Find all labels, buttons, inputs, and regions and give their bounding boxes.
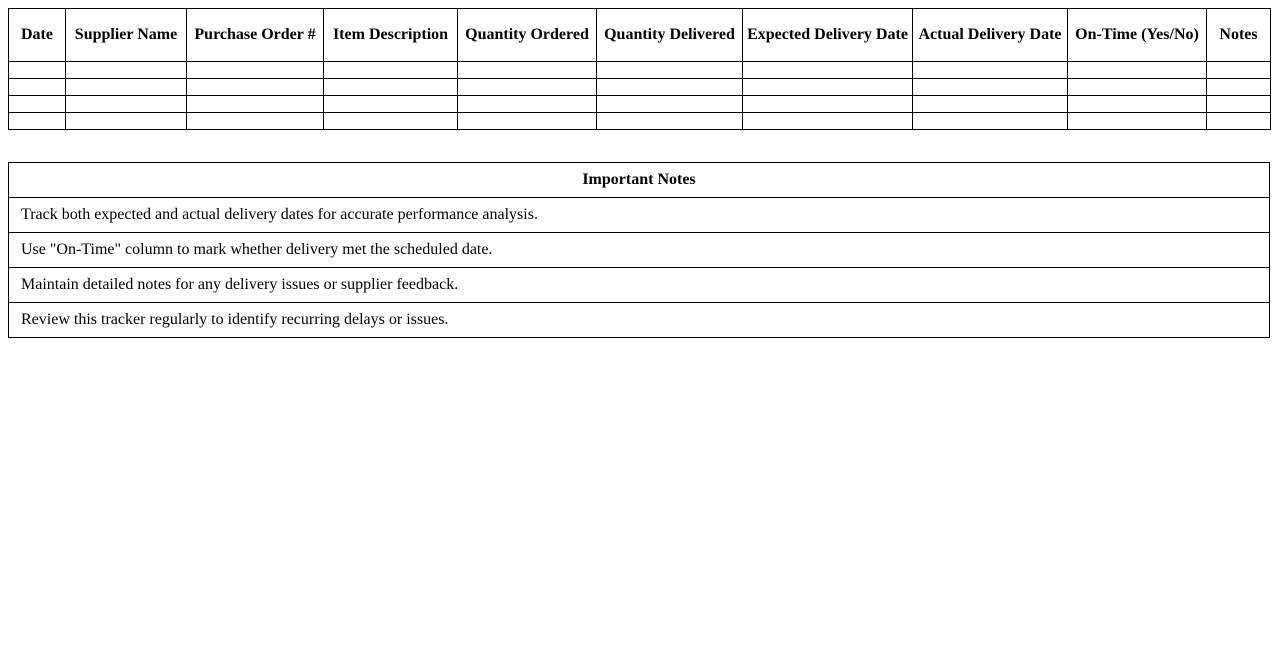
table-cell[interactable] bbox=[9, 113, 66, 130]
tracker-body bbox=[9, 62, 1271, 130]
table-cell[interactable] bbox=[743, 113, 913, 130]
table-cell[interactable] bbox=[913, 96, 1068, 113]
table-cell[interactable] bbox=[743, 96, 913, 113]
list-item bbox=[9, 198, 1270, 233]
column-header-item-description: Item Description bbox=[324, 9, 458, 62]
table-cell[interactable] bbox=[597, 96, 743, 113]
table-cell[interactable] bbox=[66, 96, 187, 113]
column-header-date: Date bbox=[9, 9, 66, 62]
table-cell[interactable] bbox=[743, 62, 913, 79]
table-row bbox=[9, 62, 1271, 79]
table-cell[interactable] bbox=[9, 62, 66, 79]
table-cell[interactable] bbox=[1068, 113, 1207, 130]
tracker-header-row bbox=[9, 9, 1271, 62]
table-cell[interactable] bbox=[913, 62, 1068, 79]
column-header-supplier-name: Supplier Name bbox=[66, 9, 187, 62]
table-cell[interactable] bbox=[913, 79, 1068, 96]
column-header-purchase-order: Purchase Order # bbox=[187, 9, 324, 62]
delivery-tracker-table bbox=[8, 8, 1271, 130]
table-cell[interactable] bbox=[1068, 62, 1207, 79]
table-cell[interactable] bbox=[187, 113, 324, 130]
table-cell[interactable] bbox=[324, 62, 458, 79]
table-cell[interactable] bbox=[458, 96, 597, 113]
notes-body bbox=[9, 198, 1270, 338]
table-cell[interactable] bbox=[324, 79, 458, 96]
list-item bbox=[9, 233, 1270, 268]
table-cell[interactable] bbox=[324, 113, 458, 130]
notes-header bbox=[9, 163, 1270, 198]
table-cell[interactable] bbox=[743, 79, 913, 96]
column-header-quantity-delivered: Quantity Delivered bbox=[597, 9, 743, 62]
table-row bbox=[9, 96, 1271, 113]
table-cell[interactable] bbox=[66, 79, 187, 96]
table-cell[interactable] bbox=[597, 113, 743, 130]
note-text: Maintain detailed notes for any delivery issues or supplier feedback. bbox=[9, 268, 1270, 303]
table-cell[interactable] bbox=[458, 113, 597, 130]
list-item bbox=[9, 303, 1270, 338]
table-cell[interactable] bbox=[1207, 96, 1271, 113]
tracker-header bbox=[9, 9, 1271, 62]
table-cell[interactable] bbox=[324, 96, 458, 113]
table-cell[interactable] bbox=[458, 79, 597, 96]
column-header-notes: Notes bbox=[1207, 9, 1271, 62]
table-cell[interactable] bbox=[1207, 113, 1271, 130]
important-notes-table bbox=[8, 162, 1270, 338]
notes-header-row bbox=[9, 163, 1270, 198]
table-cell[interactable] bbox=[1068, 96, 1207, 113]
table-cell[interactable] bbox=[597, 62, 743, 79]
table-cell[interactable] bbox=[187, 62, 324, 79]
table-cell[interactable] bbox=[458, 62, 597, 79]
table-cell[interactable] bbox=[1068, 79, 1207, 96]
table-cell[interactable] bbox=[1207, 62, 1271, 79]
table-cell[interactable] bbox=[597, 79, 743, 96]
table-cell[interactable] bbox=[187, 96, 324, 113]
table-cell[interactable] bbox=[66, 62, 187, 79]
table-cell[interactable] bbox=[66, 113, 187, 130]
table-cell[interactable] bbox=[913, 113, 1068, 130]
column-header-expected-delivery-date: Expected Delivery Date bbox=[743, 9, 913, 62]
table-cell[interactable] bbox=[9, 96, 66, 113]
note-text: Review this tracker regularly to identify recurring delays or issues. bbox=[9, 303, 1270, 338]
table-cell[interactable] bbox=[187, 79, 324, 96]
column-header-quantity-ordered: Quantity Ordered bbox=[458, 9, 597, 62]
table-row bbox=[9, 79, 1271, 96]
notes-title: Important Notes bbox=[9, 163, 1270, 198]
column-header-actual-delivery-date: Actual Delivery Date bbox=[913, 9, 1068, 62]
note-text: Use "On-Time" column to mark whether delivery met the scheduled date. bbox=[9, 233, 1270, 268]
table-cell[interactable] bbox=[1207, 79, 1271, 96]
table-cell[interactable] bbox=[9, 79, 66, 96]
list-item bbox=[9, 268, 1270, 303]
note-text: Track both expected and actual delivery dates for accurate performance analysis. bbox=[9, 198, 1270, 233]
table-row bbox=[9, 113, 1271, 130]
column-header-on-time: On-Time (Yes/No) bbox=[1068, 9, 1207, 62]
